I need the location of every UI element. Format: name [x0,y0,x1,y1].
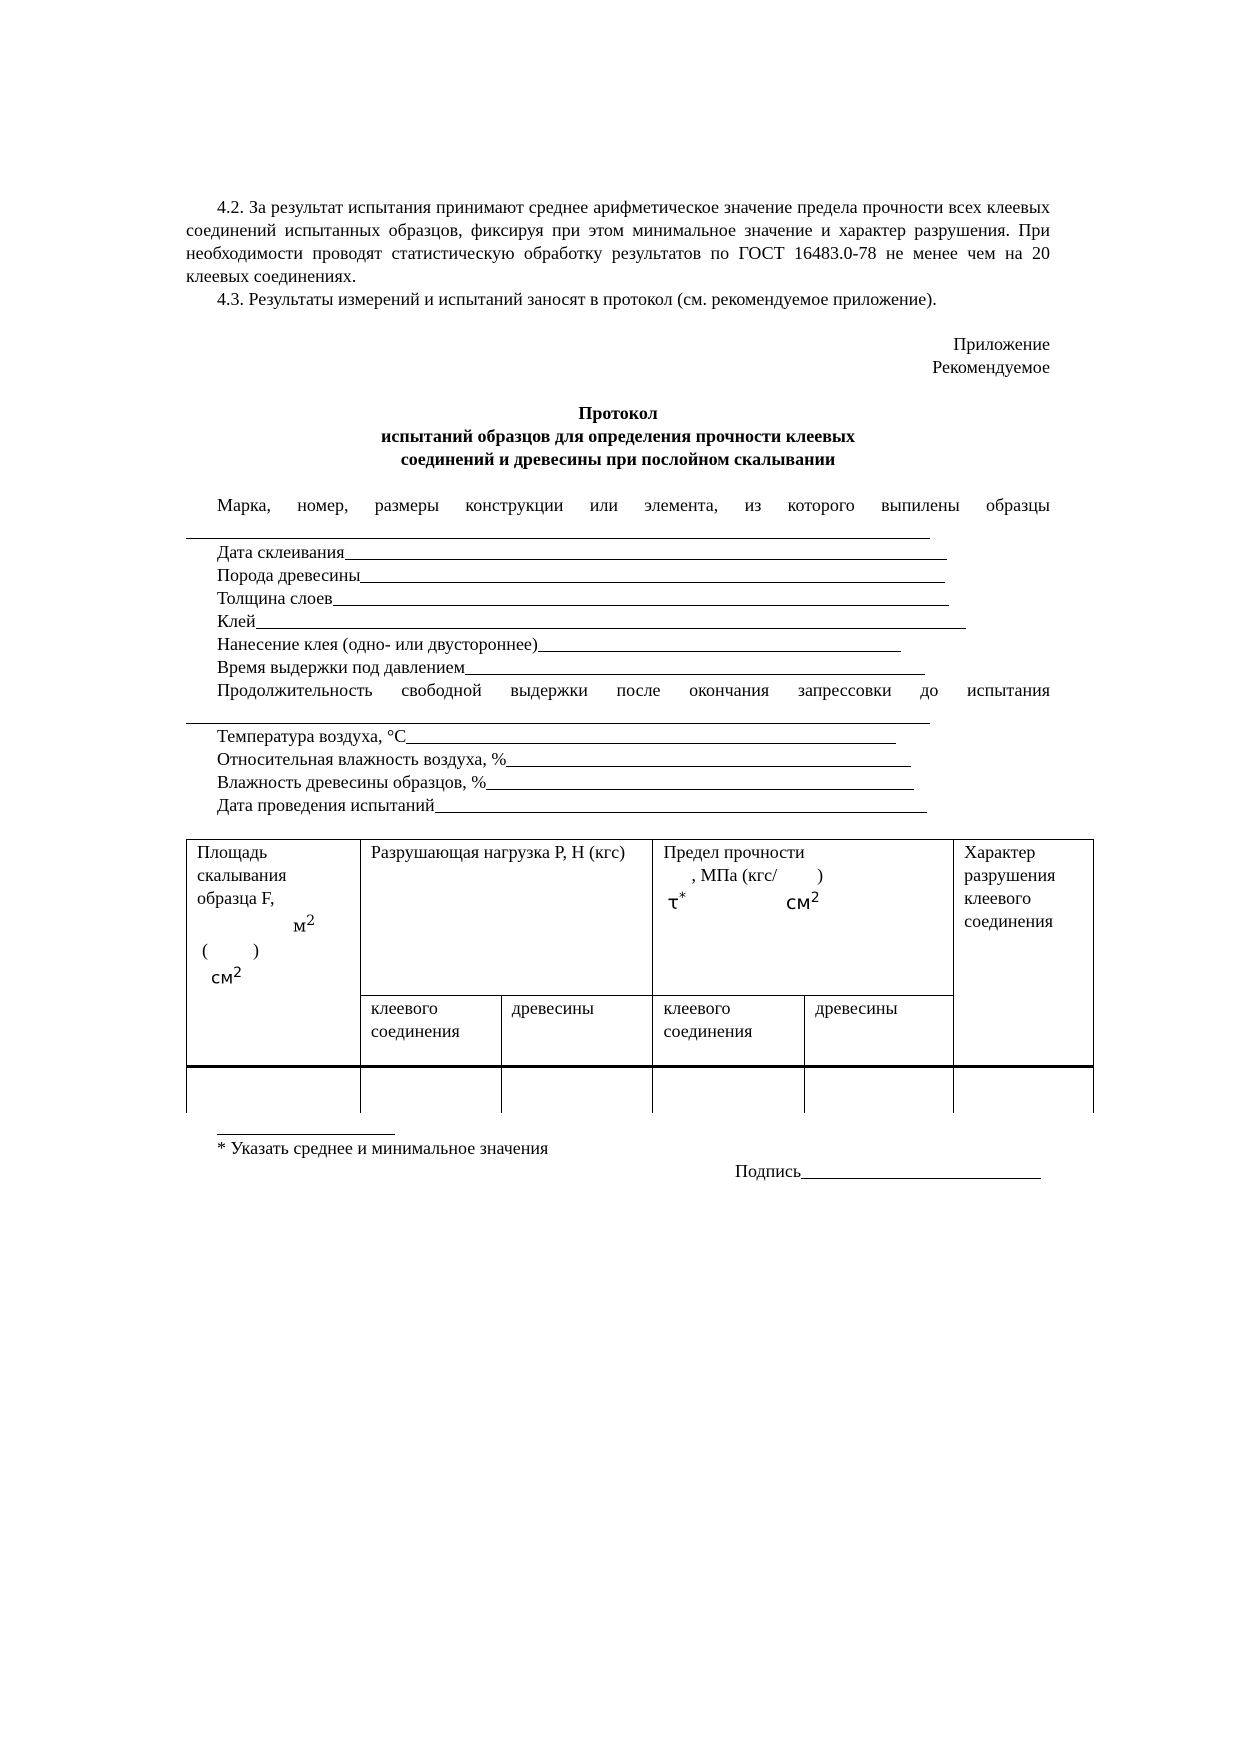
field-label: Дата проведения испытаний [217,795,435,815]
appendix-type: Рекомендуемое [932,357,1050,377]
field-label: Порода древесины [217,565,361,585]
field-test-date[interactable] [217,794,927,817]
table-cell[interactable] [501,1067,653,1113]
field-wood[interactable] [217,564,945,587]
field-label: Толщина слоев [217,588,333,608]
field-free-hold-line[interactable] [186,723,930,724]
subheader-glue: клеевого соединения [360,996,501,1067]
protocol-subtitle-1: испытаний образцов для определения прочности клеевых [381,426,855,446]
signature-label: Подпись [735,1161,802,1181]
table-cell[interactable] [805,1067,954,1113]
table-cell[interactable] [653,1067,805,1113]
header-area: Площадь скалывания образца F, $м^2$ ( ) $см^2$ [187,840,361,1067]
protocol-title: Протокол [578,403,658,423]
field-temperature[interactable] [217,725,896,748]
field-thickness[interactable] [217,587,949,610]
subheader-wood: древесины [805,996,954,1067]
field-free-hold-label: Продолжительность свободной выдержки после окончания запрессовки до испытания [217,680,1050,700]
footnote-separator [217,1134,395,1135]
field-marka-label: Марка, номер, размеры конструкции или элемента, из которого выпилены образцы [217,495,1050,515]
field-application[interactable] [217,633,901,656]
subheader-glue: клеевого соединения [653,996,805,1067]
footnote: * Указать среднее и минимальное значения [217,1138,549,1158]
protocol-subtitle-2: соединений и древесины при послойном скалывании [400,449,836,469]
field-date-glue[interactable] [217,541,947,564]
field-label: Температура воздуха, °С [217,726,407,746]
header-failure: Характер разрушения клеевого соединения [954,840,1094,1067]
field-label: Время выдержки под давлением [217,657,466,677]
field-marka-line[interactable] [186,538,930,539]
field-label: Нанесение клея (одно- или двустороннее) [217,634,538,654]
paragraph-4-3: 4.3. Результаты измерений и испытаний заносят в протокол (см. рекомендуемое приложение). [217,289,937,309]
field-label: Относительная влажность воздуха, % [217,749,507,769]
signature-field[interactable] [735,1160,1041,1183]
field-hold-time[interactable] [217,656,925,679]
paragraph-4-2: 4.2. За результат испытания принимают среднее арифметическое значение предела прочности всех клеевых соединений испытанных образцов, фиксируя при этом минимальное значение и характер разрушения. При необходимости проводят статистическую обработку результатов по ГОСТ 16483.0-78 не менее чем на 20 клеевых соединениях. [186,197,1050,286]
header-strength: Предел прочности , МПа (кгс/ ) τ* $см^2$ [653,840,954,996]
tau-symbol: τ [667,892,679,915]
field-label: Клей [217,611,256,631]
appendix-label: Приложение [953,334,1050,354]
field-moisture[interactable] [217,771,914,794]
table-cell[interactable] [187,1067,361,1113]
field-humidity[interactable] [217,748,911,771]
field-label: Влажность древесины образцов, % [217,772,487,792]
results-table [186,839,1094,1113]
header-load: Разрушающая нагрузка P, Н (кгс) [360,840,653,996]
field-glue[interactable] [217,610,966,633]
subheader-wood: древесины [501,996,653,1067]
table-cell[interactable] [360,1067,501,1113]
field-label: Дата склеивания [217,542,345,562]
table-cell[interactable] [954,1067,1094,1113]
